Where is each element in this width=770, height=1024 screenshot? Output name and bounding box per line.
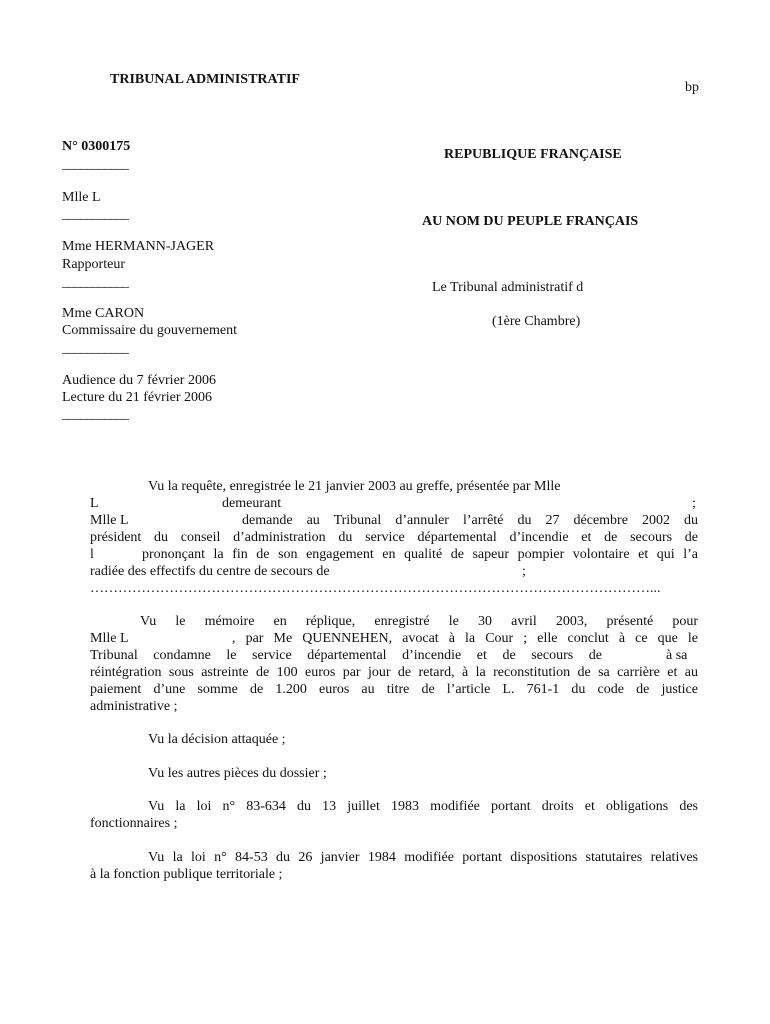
republic-heading: REPUBLIQUE FRANÇAISE <box>444 147 622 162</box>
paragraph-request-line: ; <box>692 496 696 511</box>
court-title: TRIBUNAL ADMINISTRATIF <box>110 72 300 87</box>
paragraph-request-line: Vu la requête, enregistrée le 21 janvier 2003 au greffe, présentée par Mlle <box>148 479 561 494</box>
paragraph-request-line: radiée des effectifs du centre de secours de <box>90 564 330 579</box>
separator-line: ___________ <box>62 407 128 422</box>
clerk-initials: bp <box>685 80 699 95</box>
paragraph-reply-line: Mlle L <box>90 631 129 646</box>
case-number: N° 0300175 <box>62 139 131 154</box>
paragraph-request-line: président du conseil d’administration du service départemental d’incendie et de secours de <box>90 530 698 545</box>
paragraph-request-line: L <box>90 496 99 511</box>
rapporteur-role: Rapporteur <box>62 257 125 272</box>
paragraph-law-1984: à la fonction publique territoriale ; <box>90 867 283 882</box>
rapporteur-name: Mme HERMANN-JAGER <box>62 239 215 254</box>
separator-line: ___________ <box>62 207 128 222</box>
paragraph-law-1983: fonctionnaires ; <box>90 816 178 831</box>
paragraph-law-1984: Vu la loi n° 84-53 du 26 janvier 1984 modifiée portant dispositions statutaires relatives <box>148 850 698 865</box>
paragraph-reply-line: Vu le mémoire en réplique, enregistré le 30 avril 2003, présenté pour <box>140 614 698 629</box>
paragraph-reply-line: Tribunal condamne le service départemental d’incendie et de secours de <box>90 648 602 663</box>
people-heading: AU NOM DU PEUPLE FRANÇAIS <box>422 214 639 229</box>
paragraph-request-line: Mlle L <box>90 513 129 528</box>
separator-line: ___________ <box>62 275 128 290</box>
paragraph-reply-line: , par Me QUENNEHEN, avocat à la Cour ; elle conclut à ce que le <box>232 631 698 646</box>
hearing-date: Audience du 7 février 2006 <box>62 373 216 388</box>
tribunal-name: Le Tribunal administratif d <box>432 280 584 295</box>
commissioner-role: Commissaire du gouvernement <box>62 323 237 338</box>
paragraph-reply-line: à sa <box>666 648 688 663</box>
paragraph-request-line: l <box>90 547 94 562</box>
paragraph-documents: Vu les autres pièces du dossier ; <box>148 766 327 781</box>
paragraph-reply-line: paiement d’une somme de 1.200 euros au titre de l’article L. 761-1 du code de justice <box>90 682 698 697</box>
paragraph-request-line: prononçant la fin de son engagement en qualité de sapeur pompier volontaire et qui l’a <box>142 547 698 562</box>
ellipsis-line: …………………………………………………………………………………………………………... <box>90 581 661 596</box>
reading-date: Lecture du 21 février 2006 <box>62 390 213 405</box>
paragraph-request-line: demande au Tribunal d’annuler l’arrêté du 27 décembre 2002 du <box>242 513 698 528</box>
paragraph-reply-line: administrative ; <box>90 699 178 714</box>
party-name: Mlle L <box>62 190 101 205</box>
paragraph-request-line: demeurant <box>222 496 282 511</box>
commissioner-name: Mme CARON <box>62 306 145 321</box>
paragraph-request-line: ; <box>522 564 526 579</box>
separator-line: ___________ <box>62 341 128 356</box>
chamber: (1ère Chambre) <box>492 314 581 329</box>
paragraph-decision: Vu la décision attaquée ; <box>148 732 286 747</box>
paragraph-law-1983: Vu la loi n° 83-634 du 13 juillet 1983 modifiée portant droits et obligations des <box>148 799 698 814</box>
separator-line: ___________ <box>62 157 128 172</box>
paragraph-reply-line: réintégration sous astreinte de 100 euros par jour de retard, à la reconstitution de sa carrière et au <box>90 665 698 680</box>
